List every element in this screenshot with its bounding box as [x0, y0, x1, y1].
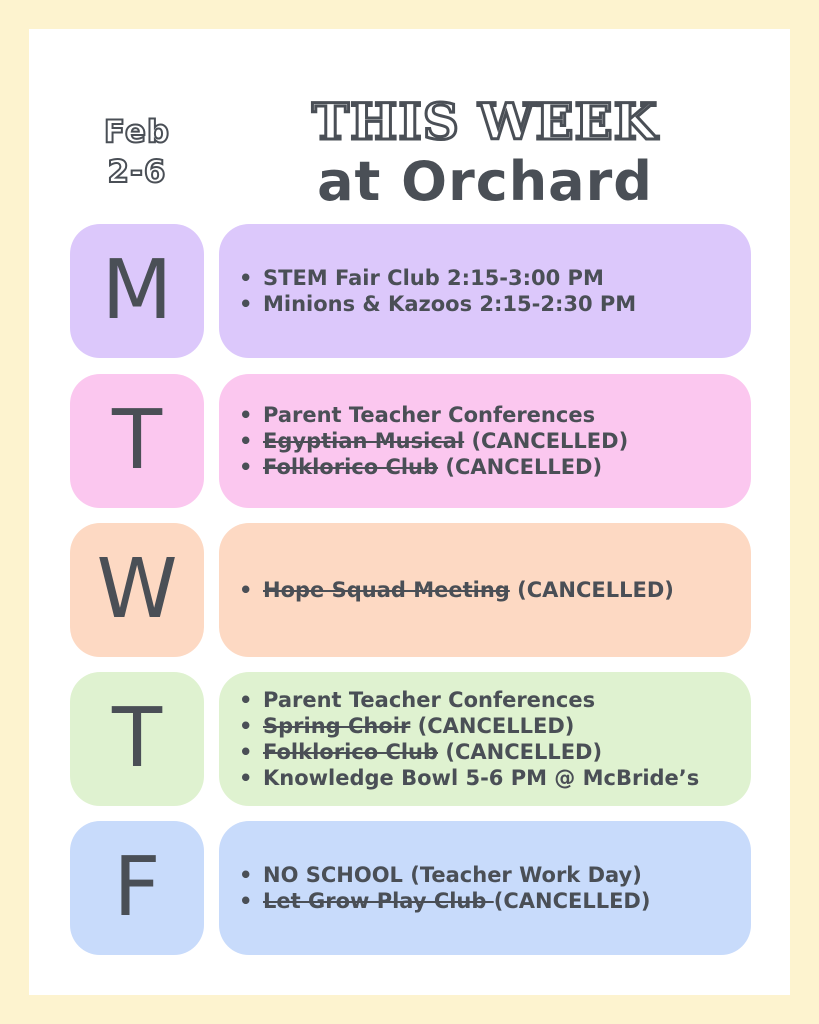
event-status: (CANCELLED): [493, 889, 651, 913]
event-list: [239, 265, 636, 317]
day-letter: T: [111, 393, 163, 488]
date-range: 2-6: [107, 154, 167, 190]
day-letter: W: [96, 542, 178, 637]
event-list: [239, 402, 628, 480]
cancelled-event-name: Folklorico Club: [263, 740, 439, 764]
event-text: STEM Fair Club 2:15-3:00 PM: [263, 266, 604, 290]
events-box: [219, 672, 751, 806]
event-status: (CANCELLED): [509, 578, 674, 602]
week-date: [62, 112, 212, 192]
day-letter-box: [70, 224, 204, 358]
event-status: (CANCELLED): [410, 714, 575, 738]
event-list: [239, 577, 674, 603]
events-box: [219, 821, 751, 955]
list-item: • Minions & Kazoos 2:15-2:30 PM: [239, 292, 637, 316]
events-box: [219, 224, 751, 358]
day-row-tuesday: [70, 374, 751, 508]
events-box: [219, 523, 751, 657]
event-status: (CANCELLED): [438, 740, 603, 764]
day-row-friday: [70, 821, 751, 955]
title-this-week: THIS WEEK: [311, 92, 659, 151]
day-letter-box: [70, 672, 204, 806]
cancelled-event-name: Let Grow Play Club: [263, 889, 494, 913]
event-text: Parent Teacher Conferences: [263, 403, 596, 427]
date-month: Feb: [103, 114, 171, 150]
cancelled-event-name: Egyptian Musical: [263, 429, 465, 453]
event-text: Knowledge Bowl 5-6 PM @ McBride’s: [263, 766, 700, 790]
title-at-orchard: at Orchard: [317, 150, 653, 213]
events-box: [219, 374, 751, 508]
list-item: • Hope Squad Meeting (CANCELLED): [239, 578, 674, 602]
day-row-thursday: [70, 672, 751, 806]
day-row-monday: [70, 224, 751, 358]
event-list: [239, 862, 650, 914]
event-status: (CANCELLED): [464, 429, 629, 453]
list-item: • Egyptian Musical (CANCELLED): [239, 429, 629, 453]
event-text: Minions & Kazoos 2:15-2:30 PM: [263, 292, 637, 316]
event-text: NO SCHOOL (Teacher Work Day): [263, 863, 642, 887]
event-text: Parent Teacher Conferences: [263, 688, 596, 712]
cancelled-event-name: Folklorico Club: [263, 455, 439, 479]
list-item: • Let Grow Play Club (CANCELLED): [239, 889, 651, 913]
day-letter: M: [101, 243, 173, 338]
list-item: • Folklorico Club (CANCELLED): [239, 455, 603, 479]
cancelled-event-name: Hope Squad Meeting: [263, 578, 510, 602]
list-item: • STEM Fair Club 2:15-3:00 PM: [239, 266, 604, 290]
day-letter-box: [70, 374, 204, 508]
day-row-wednesday: [70, 523, 751, 657]
list-item: • Parent Teacher Conferences: [239, 688, 596, 712]
list-item: • Knowledge Bowl 5-6 PM @ McBride’s: [239, 766, 700, 790]
event-list: [239, 687, 699, 791]
list-item: • Spring Choir (CANCELLED): [239, 714, 575, 738]
list-item: • Parent Teacher Conferences: [239, 403, 596, 427]
day-letter-box: [70, 821, 204, 955]
day-letter: T: [111, 691, 163, 786]
day-letter-box: [70, 523, 204, 657]
list-item: • NO SCHOOL (Teacher Work Day): [239, 863, 642, 887]
list-item: • Folklorico Club (CANCELLED): [239, 740, 603, 764]
event-status: (CANCELLED): [438, 455, 603, 479]
day-letter: F: [113, 840, 161, 935]
cancelled-event-name: Spring Choir: [263, 714, 411, 738]
